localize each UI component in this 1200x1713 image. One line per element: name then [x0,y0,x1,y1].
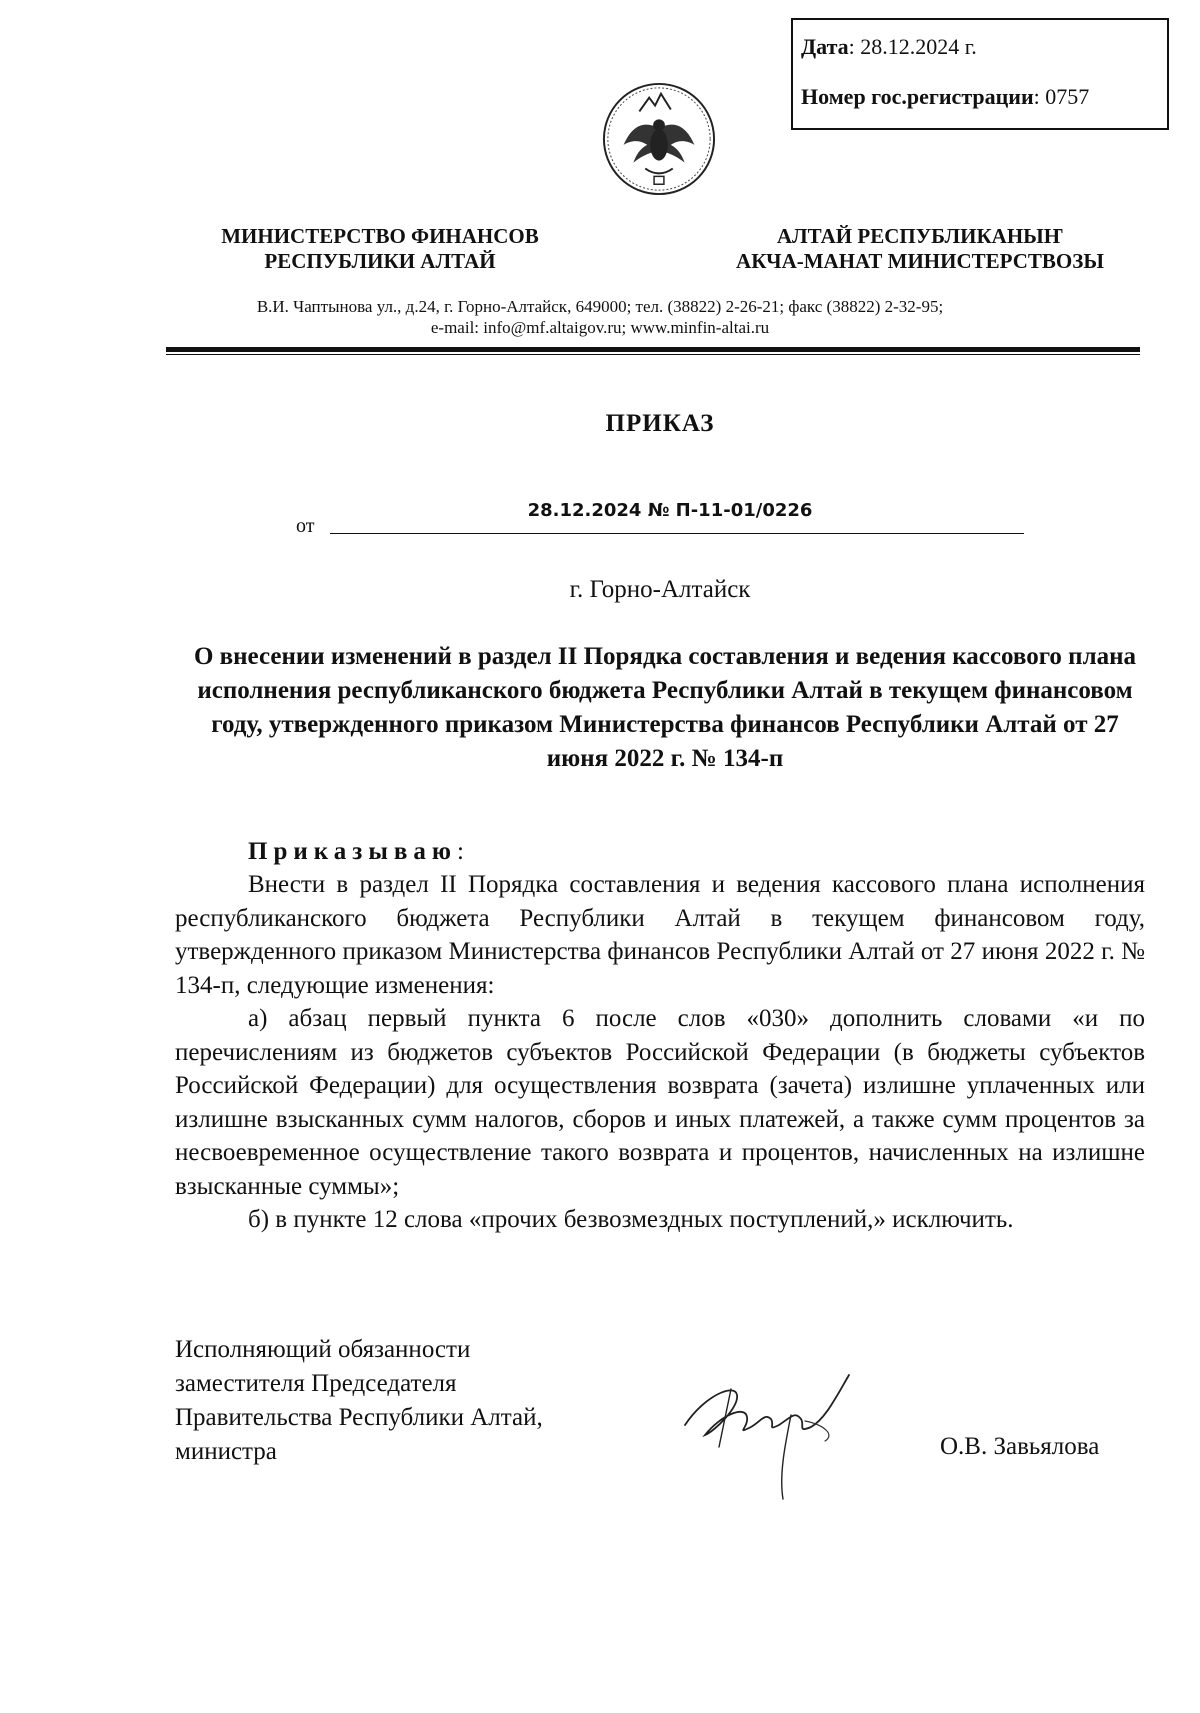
registration-date-label: Дата [801,34,849,59]
org-name-russian-line1: МИНИСТЕРСТВО ФИНАНСОВ [221,224,539,248]
body-paragraph: Внести в раздел II Порядка составления и ведения кассового плана исполнения республиканского бюджета Республики Алтай в текущем финансовом году, утвержденного приказом Министерства финансов Республики Алтай от 27 июня 2022 г. № 134-п, следующие изменения: [175,871,1145,999]
coat-of-arms-icon [600,80,718,198]
document-title: ПРИКАЗ [605,410,715,437]
org-name-altai-line1: АЛТАЙ РЕСПУБЛИКАНЫҤ [776,224,1064,248]
registration-stamp [791,18,1169,130]
email-line: e-mail: info@mf.altaigov.ru; www.minfin-altai.ru [430,318,770,337]
date-underline [330,533,1024,534]
signatory-name: О.В. Завьялова [940,1433,1100,1460]
document-subject: О внесении изменений в раздел II Порядка составления и ведения кассового плана исполнения республиканского бюджета Республики Алтай в текущем финансовом году, утвержденного приказом Министерства финансов Республики Алтай от 27 июня 2022 г. № 134-п [193,643,1137,772]
body-paragraph: б) в пункте 12 слова «прочих безвозмездных поступлений,» исключить. [248,1206,1014,1233]
address-line: В.И. Чаптынова ул., д.24, г. Горно-Алтайск, 649000; тел. (38822) 2-26-21; факс (38822) 2-32-95; [256,297,944,316]
handwritten-signature-icon [675,1355,865,1505]
registration-date-value: : 28.12.2024 г. [848,34,977,59]
header-divider-thin [166,354,1140,355]
order-word [248,838,464,866]
registration-date [801,34,977,60]
signatory-position-line: Исполняющий обязанности [175,1336,471,1363]
org-name-russian [190,224,570,274]
date-prefix-label: от [296,515,315,537]
body-paragraph: а) абзац первый пункта 6 после слов «030» дополнить словами «и по перечислениям из бюджетов субъектов Российской Федерации (в бюджеты субъектов Российской Федерации) для осуществления возврата (зачета) излишне уплаченных или излишне взысканных сумм налогов, сборов и иных платежей, а также сумм процентов за несвоевременное осуществление такого возврата и процентов, начисленных на излишне взысканные суммы»; [175,1005,1145,1200]
order-word-text: Приказываю [248,838,457,865]
signatory-position-line: Правительства Республики Алтай, [175,1404,543,1431]
registration-number-label: Номер гос.регистрации [801,84,1034,109]
org-name-russian-line2: РЕСПУБЛИКИ АЛТАЙ [264,249,496,273]
org-name-altai [700,224,1140,274]
document-city: г. Горно-Алтайск [569,576,751,603]
order-word-colon: : [456,838,464,865]
signatory-position-line: министра [175,1438,277,1465]
header-divider-thick [166,347,1140,352]
signatory-position-line: заместителя Председателя [175,1370,457,1397]
document-number: 28.12.2024 № П-11-01/0226 [527,500,813,521]
document-body [175,868,1145,1237]
contacts-block [150,296,1050,338]
registration-number [801,84,1089,110]
registration-number-value: : 0757 [1033,84,1090,109]
signatory-position [175,1333,635,1469]
org-name-altai-line2: АКЧА-МАНАТ МИНИСТЕРСТВОЗЫ [736,249,1104,273]
